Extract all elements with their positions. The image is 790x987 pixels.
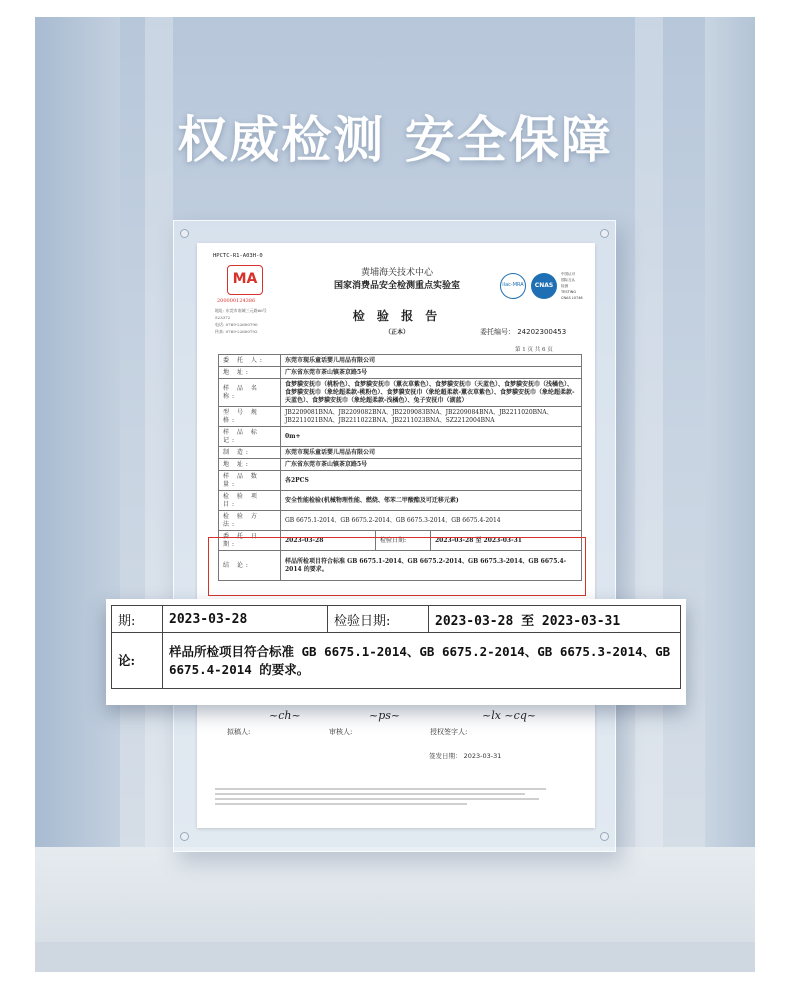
reviewer-label: 审核人: [329,728,353,736]
reviewer-signature: ~ps~ [369,709,401,722]
table-row [219,459,582,471]
table-row [219,511,582,531]
signer-signature: ~lx ~cq~ [482,709,537,722]
magnified-callout [106,599,686,705]
table-row [219,471,582,491]
row-label: 地 址: [219,367,281,379]
drafter-label: 拟稿人: [227,728,251,736]
table-row [219,427,582,447]
entrust-date: 2023-03-28 [281,531,376,551]
inspect-date-label: 检验日期: [376,531,431,551]
lab-address: 地址: 东莞市南城三元路66号 [215,308,267,313]
cnas-caption-line: CNAS L0746 [561,296,583,300]
cnas-caption-line: 国际互认 [561,278,575,282]
row-value: 东莞市现乐童话婴儿用品有限公司 [281,355,582,367]
row-label: 型 号 规 格: [219,407,281,427]
drafter-signature: ~ch~ [269,709,301,722]
magnified-inspect-label: 检验日期: [328,606,429,633]
row-label: 地 址: [219,459,281,471]
lab-fax: 传真: 0769-22600792 [215,329,258,334]
table-row [219,379,582,407]
table-row [219,355,582,367]
issue-date: 签发日期： 2023-03-31 [429,752,502,760]
row-label: 委 托 人: [219,355,281,367]
ilac-mra-logo: ilac-MRA [500,273,526,299]
fine-print-line [215,803,467,805]
magnified-inspect-period: 2023-03-28 至 2023-03-31 [429,606,681,633]
magnified-conclusion-label: 论: [112,633,163,689]
frame-bolt [600,832,609,841]
cma-number: 200000124386 [217,298,256,304]
table-row [219,491,582,511]
row-value: 广东省东莞市茶山镇茶京路5号 [281,367,582,379]
cnas-caption [561,271,583,301]
row-label: 样 品 标 记: [219,427,281,447]
row-value: 东莞市现乐童话婴儿用品有限公司 [281,447,582,459]
magnified-conclusion-text: 样品所检项目符合标准 GB 6675.1-2014、GB 6675.2-2014、GB 6675.3-2014、GB 6675.4-2014 的要求。 [163,633,681,689]
magnified-row-conclusion [112,633,681,689]
frame-bolt [600,229,609,238]
row-value: 食梦貘安抚巾（桃粉色）、食梦貘安抚巾（薰衣草紫色）、食梦貘安抚巾（天蓝色）、食梦貘安抚巾（浅橘色）、食梦貘安抚巾（象纶超柔款-桃粉色）、食梦貘安抚巾（象纶超柔款-薰衣草紫色）、食梦貘安抚巾（象纶超柔款-天蓝色）、食梦貘安抚巾（象纶超柔款-浅橘色）、兔子安抚巾（湖蓝） [281,379,582,407]
conclusion-text: 样品所检项目符合标准 GB 6675.1-2014、GB 6675.2-2014、GB 6675.3-2014、GB 6675.4-2014 的要求。 [281,551,582,581]
row-label: 检 验 方 法: [219,511,281,531]
fine-print-line [215,798,539,800]
magnified-row-dates [112,606,681,633]
table-row [219,447,582,459]
row-label: 样 品 数 量: [219,471,281,491]
signer-label: 授权签字人: [430,728,468,736]
fine-print-line [215,793,525,795]
row-value: 各2PCS [281,471,582,491]
org-name: 黄埔海关技术中心 [360,268,433,278]
row-value: 0m+ [281,427,582,447]
table-row [219,407,582,427]
row-label: 检 验 项 目: [219,491,281,511]
highlight-box [208,537,586,596]
organization [297,267,497,293]
row-value: 广东省东莞市茶山镇茶京路5号 [281,459,582,471]
display-shelf [35,847,755,942]
copy-label: （正本） [384,329,409,336]
magnified-table [111,605,681,689]
frame-bolt [180,832,189,841]
cnas-caption-line: 检测 [561,284,568,288]
inspect-period: 2023-03-28 至 2023-03-31 [431,531,582,551]
lab-name: 国家消费品安全检测重点实验室 [333,281,460,291]
row-value: GB 6675.1-2014、GB 6675.2-2014、GB 6675.3-2014、GB 6675.4-2014 [281,511,582,531]
cnas-logo: CNAS [531,273,557,299]
cma-logo: MA [227,265,263,295]
headline: 权威检测 安全保障 [177,111,613,169]
cnas-caption-line: 中国认可 [561,272,575,276]
document-id: HPCTC-R1-A03H-0 [213,253,263,259]
fine-print [215,788,575,808]
floor [35,942,755,972]
row-value: 安全性能检验(机械物理性能、燃烧、邻苯二甲酸酯及可迁移元素) [281,491,582,511]
commission-number: 委托编号： 24202300453 [480,328,567,336]
row-label: 样 品 名 称: [219,379,281,407]
magnified-date-label: 期: [112,606,163,633]
row-value: JB2209081BNA、JB2209082BNA、JB2209083BNA、JB2209084BNA、JB2211020BNA、JB2211021BNA、JB2211022BNA、JB2211023BNA、SZ2212004BNA [281,407,582,427]
page-number: 第 1 页 共 6 页 [515,347,553,353]
entrust-date-label: 委 托 日 期: [219,531,281,551]
lab-phone: 电话: 0769-22600790 [215,322,258,327]
conclusion-label: 结 论: [219,551,281,581]
table-row [219,367,582,379]
report-title: 检 验 报 告 [352,309,442,323]
magnified-entrust-date: 2023-03-28 [163,606,328,633]
inspection-report [197,243,595,828]
cnas-caption-line: TESTING [561,290,577,294]
frame-bolt [180,229,189,238]
lab-postcode: 523372 [215,315,231,320]
fine-print-line [215,788,546,790]
row-label: 制 造: [219,447,281,459]
